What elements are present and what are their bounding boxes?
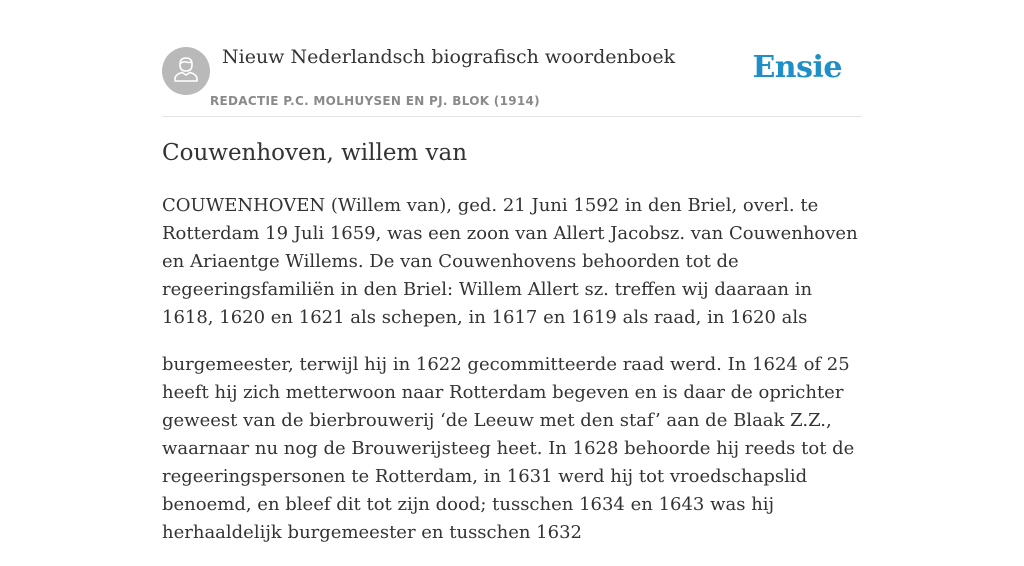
source-meta: REDACTIE P.C. MOLHUYSEN EN PJ. BLOK (1914) bbox=[210, 94, 540, 108]
entry-paragraph: burgemeester, terwijl hij in 1622 gecommitteerde raad werd. In 1624 of 25 heeft hij zich metterwoon naar Rotterdam begeven en is daar de oprichter geweest van de bierbrouwerij ‘de Leeuw met den staf’ aan de Blaak Z.Z., waarnaar nu nog de Brouwerijsteeg heet. In 1628 behoorde hij reeds tot de regeeringspersonen te Rotterdam, in 1631 werd hij tot vroedschapslid benoemd, en bleef dit tot zijn dood; tusschen 1634 en 1643 was hij herhaaldelijk burgemeester en tusschen 1632 bbox=[162, 354, 855, 543]
entry-paragraph: COUWENHOVEN (Willem van), ged. 21 Juni 1592 in den Briel, overl. te Rotterdam 19 Juli 1659, was een zoon van Allert Jacobsz. van Couwenhoven en Ariaentge Willems. De van Couwenhovens behoorden tot de regeeringsfamiliën in den Briel: Willem Allert sz. treffen wij daaraan in 1618, 1620 en 1621 als schepen, in 1617 en 1619 als raad, in 1620 als bbox=[162, 195, 858, 328]
entry-title: Couwenhoven, willem van bbox=[162, 140, 468, 166]
source-header bbox=[162, 44, 862, 117]
source-title[interactable]: Nieuw Nederlandsch biografisch woordenboek bbox=[222, 46, 676, 68]
entry-body bbox=[162, 192, 862, 566]
avatar[interactable] bbox=[162, 47, 210, 95]
ensie-logo[interactable]: Ensie bbox=[752, 50, 842, 85]
user-icon bbox=[173, 55, 199, 88]
